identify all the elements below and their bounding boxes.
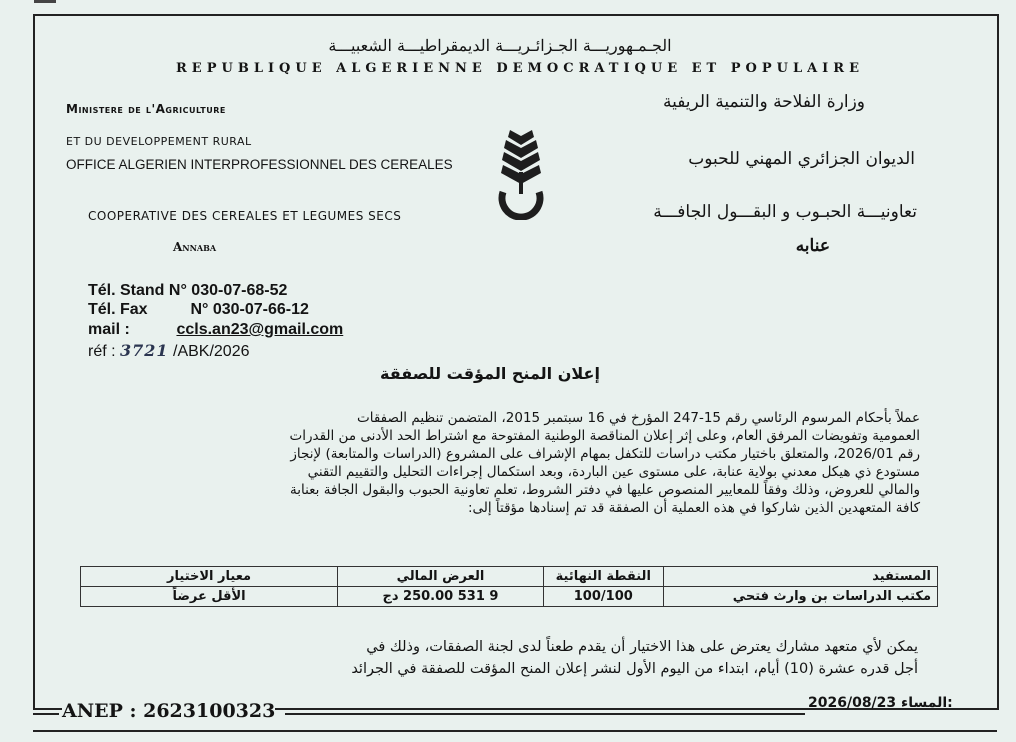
scan-top-mark bbox=[34, 0, 56, 3]
phone-line bbox=[88, 282, 287, 300]
notice-line-4: مستودع ذي هيكل معدني بولاية عنابة، على مستوى عين الباردة، وبعد استكمال إجراءات التحليل والتقييم التقني bbox=[307, 464, 920, 480]
city-name-arabic: عنابه bbox=[795, 236, 830, 256]
email-link[interactable]: ccls.an23@gmail.com bbox=[176, 321, 344, 338]
reference-handwritten-number: 3721 bbox=[120, 341, 169, 360]
header-financial-offer: العرض المالي bbox=[338, 567, 544, 587]
notice-body bbox=[84, 409, 920, 517]
ministry-name-french-2: ET DU DEVELOPPEMENT RURAL bbox=[66, 135, 252, 148]
lower-rule bbox=[33, 730, 997, 732]
appeal-text bbox=[84, 636, 918, 680]
award-table bbox=[80, 566, 938, 607]
appeal-line-2: أجل قدره عشرة (10) أيام، ابتداء من اليوم الأول لنشر إعلان المنح المؤقت للصفقة في الجرائد bbox=[351, 661, 918, 677]
fax-line bbox=[88, 301, 309, 319]
office-name-french: OFFICE ALGERIEN INTERPROFESSIONNEL DES CEREALES bbox=[66, 157, 453, 172]
notice-line-3: رقم 2026/01، والمتعلق باختيار مكتب دراسات للتكفل بمهام الإشراف على المشروع (الدراسات والمتابعة) لإنجاز bbox=[290, 446, 920, 462]
city-name-french: Annaba bbox=[173, 240, 217, 254]
header-final-score: النقطة النهائية bbox=[543, 567, 663, 587]
table-row bbox=[81, 587, 938, 607]
header-selection-criterion: معيار الاختيار bbox=[81, 567, 338, 587]
notice-line-6: كافة المتعهدين الذين شاركوا في هذه العملية أن الصفقة قد تم إسنادها مؤقتاً إلى: bbox=[467, 500, 920, 516]
cell-final-score: 100/100 bbox=[543, 587, 663, 607]
phone-label: Tél. Stand bbox=[88, 282, 165, 299]
notice-line-2: العمومية وتفويضات المرفق العام، وعلى إثر إعلان المناقصة الوطنية المفتوحة مع اشتراط الحد الأدنى من القدرات bbox=[289, 428, 920, 444]
header-beneficiary: المستفيد bbox=[663, 567, 937, 587]
notice-title: إعلان المنح المؤقت للصفقة bbox=[380, 364, 600, 383]
table-header-row bbox=[81, 567, 938, 587]
office-name-arabic: الديوان الجزائري المهني للحبوب bbox=[688, 149, 915, 169]
cell-financial-offer: 9 531 250.00 دج bbox=[338, 587, 544, 607]
phone-number: N° 030-07-68-52 bbox=[168, 282, 288, 299]
cell-beneficiary: مكتب الدراسات بن وارث فتحي bbox=[663, 587, 937, 607]
oaic-wheat-logo bbox=[494, 128, 548, 220]
mail-line bbox=[88, 321, 343, 339]
appeal-line-1: يمكن لأي متعهد مشارك يعترض على هذا الاختيار أن يقدم طعناً لدى لجنة الصفقات، وذلك في bbox=[366, 639, 918, 655]
cell-selection-criterion: الأقل عرضاً bbox=[81, 587, 338, 607]
ministry-name-arabic: وزارة الفلاحة والتنمية الريفية bbox=[662, 92, 865, 112]
publication-date bbox=[808, 695, 953, 711]
reference-line bbox=[88, 341, 250, 361]
reference-suffix: /ABK/2026 bbox=[173, 343, 250, 360]
anep-number: ANEP : 2623100323 bbox=[62, 700, 276, 722]
publication-date-label: المساء: bbox=[901, 695, 953, 711]
republic-name-french: REPUBLIQUE ALGERIENNE DEMOCRATIQUE ET POPULAIRE bbox=[176, 61, 864, 76]
ministry-name-french: Ministere de l'Agriculture bbox=[66, 102, 226, 116]
notice-line-1: عملاً بأحكام المرسوم الرئاسي رقم 15-247 المؤرخ في 16 سبتمبر 2015، المتضمن تنظيم الصفقات bbox=[357, 410, 920, 426]
footer-rule-mid bbox=[285, 713, 805, 715]
publication-date-value: 2026/08/23 bbox=[808, 695, 897, 711]
republic-name-arabic: الجـمـهوريـــة الجـزائـريـــة الديمقراطيـــة الشعبيـــة bbox=[328, 36, 672, 55]
notice-line-5: والمالي للعروض، وذلك وفقاً للمعايير المنصوص عليها في دفتر الشروط، تعلم تعاونية الحبوب والبقول الجافة بعنابة bbox=[289, 482, 920, 498]
cooperative-name-arabic: تعاونيـــة الحبـوب و البقـــول الجافـــة bbox=[653, 202, 917, 222]
reference-label: réf : bbox=[88, 343, 116, 360]
fax-number: N° 030-07-66-12 bbox=[190, 301, 309, 318]
mail-label: mail : bbox=[88, 321, 130, 338]
footer-rule-left bbox=[33, 713, 59, 715]
cooperative-name-french: COOPERATIVE DES CEREALES ET LEGUMES SECS bbox=[88, 209, 402, 223]
fax-label: Tél. Fax bbox=[88, 301, 148, 318]
